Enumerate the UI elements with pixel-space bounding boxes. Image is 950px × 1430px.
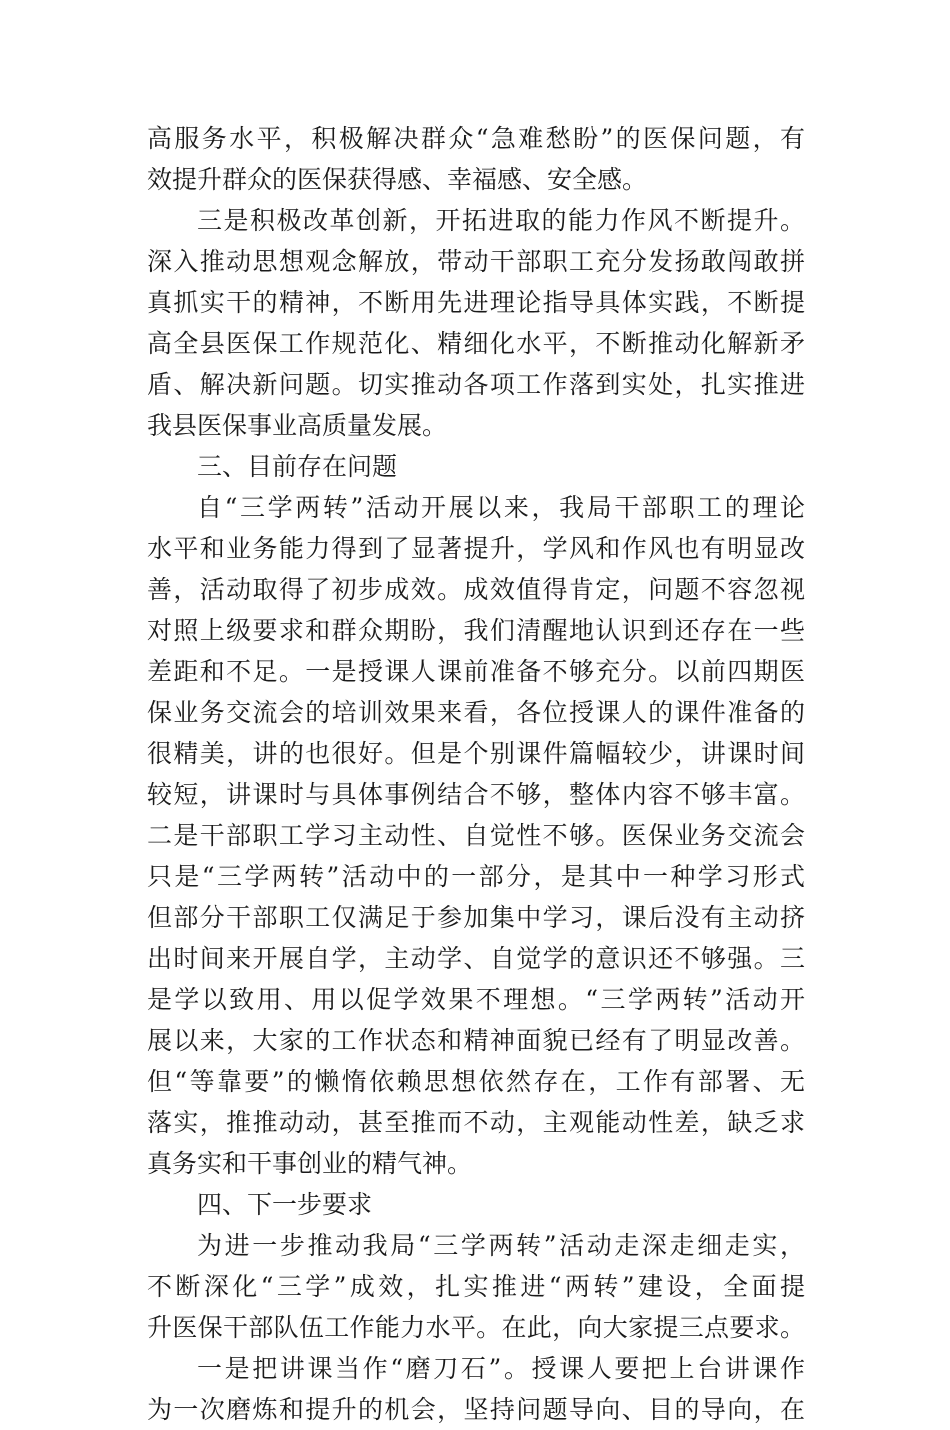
text-line: 升医保干部队伍工作能力水平。在此，向大家提三点要求。	[147, 1313, 805, 1342]
text-line: 出时间来开展自学，主动学、自觉学的意识还不够强。三	[147, 944, 805, 973]
text-line: 差距和不足。一是授课人课前准备不够充分。以前四期医	[147, 657, 805, 686]
section-heading-3: 三、目前存在问题	[197, 452, 398, 481]
text-line: 为一次磨炼和提升的机会，坚持问题导向、目的导向，在	[147, 1395, 805, 1424]
text-line: 展以来，大家的工作状态和精神面貌已经有了明显改善。	[147, 1026, 805, 1055]
text-line: 自“三学两转”活动开展以来，我局干部职工的理论	[197, 493, 805, 522]
paragraph-5	[147, 1348, 805, 1430]
text-line: 盾、解决新问题。切实推动各项工作落到实处，扎实推进	[147, 370, 805, 399]
text-line: 一是把讲课当作“磨刀石”。授课人要把上台讲课作	[197, 1354, 805, 1383]
text-line: 善，活动取得了初步成效。成效值得肯定，问题不容忽视	[147, 575, 805, 604]
text-line: 只是“三学两转”活动中的一部分，是其中一种学习形式	[147, 862, 805, 891]
text-line: 对照上级要求和群众期盼，我们清醒地认识到还存在一些	[147, 616, 805, 645]
paragraph-1	[147, 118, 805, 200]
text-line: 二是干部职工学习主动性、自觉性不够。医保业务交流会	[147, 821, 805, 850]
text-line: 落实，推推动动，甚至推而不动，主观能动性差，缺乏求	[147, 1108, 805, 1137]
paragraph-2	[147, 200, 805, 446]
text-line: 不断深化“三学”成效，扎实推进“两转”建设，全面提	[147, 1272, 805, 1301]
text-line: 真务实和干事创业的精气神。	[147, 1149, 473, 1178]
text-line: 但“等靠要”的懒惰依赖思想依然存在，工作有部署、无	[147, 1067, 805, 1096]
text-line: 真抓实干的精神，不断用先进理论指导具体实践，不断提	[147, 288, 805, 317]
text-line: 保业务交流会的培训效果来看，各位授课人的课件准备的	[147, 698, 805, 727]
text-line: 深入推动思想观念解放，带动干部职工充分发扬敢闯敢拼	[147, 247, 805, 276]
text-line: 效提升群众的医保获得感、幸福感、安全感。	[147, 165, 648, 194]
paragraph-4	[147, 1225, 805, 1348]
text-line: 水平和业务能力得到了显著提升，学风和作风也有明显改	[147, 534, 805, 563]
section-heading-4: 四、下一步要求	[197, 1190, 373, 1219]
text-line: 较短，讲课时与具体事例结合不够，整体内容不够丰富。	[147, 780, 805, 809]
text-line: 很精美，讲的也很好。但是个别课件篇幅较少，讲课时间	[147, 739, 805, 768]
text-line: 高全县医保工作规范化、精细化水平，不断推动化解新矛	[147, 329, 805, 358]
text-line: 是学以致用、用以促学效果不理想。“三学两转”活动开	[147, 985, 805, 1014]
document-page	[147, 118, 805, 1430]
text-line: 但部分干部职工仅满足于参加集中学习，课后没有主动挤	[147, 903, 805, 932]
text-line: 我县医保事业高质量发展。	[147, 411, 448, 440]
text-line: 为进一步推动我局“三学两转”活动走深走细走实，	[197, 1231, 805, 1260]
paragraph-3	[147, 487, 805, 1184]
text-line: 三是积极改革创新，开拓进取的能力作风不断提升。	[197, 206, 805, 235]
text-line: 高服务水平，积极解决群众“急难愁盼”的医保问题，有	[147, 124, 805, 153]
